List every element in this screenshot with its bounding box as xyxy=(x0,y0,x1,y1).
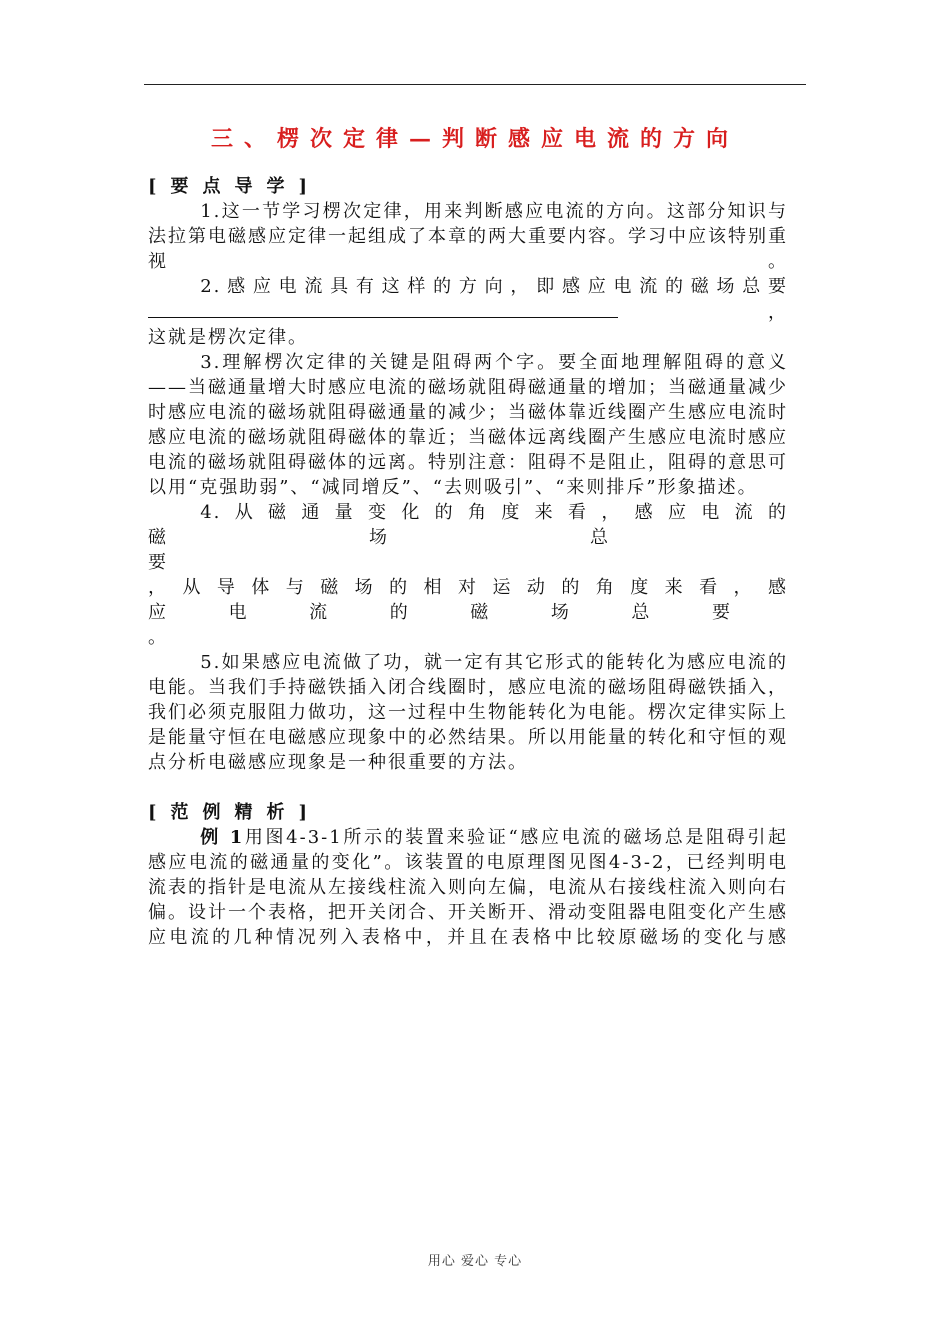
paragraph-5: 5.如果感应电流做了功，就一定有其它形式的能转化为感应电流的电能。当我们手持磁铁插入闭合线圈时，感应电流的磁场阻碍磁铁插入，我们必须克服阻力做功，这一过程中生物能转化为电能。楞次定律实际上是能量守恒在电磁感应现象中的必然结果。所以用能量的转化和守恒的观点分析电磁感应现象是一种很重要的方法。 xyxy=(148,652,788,773)
page-footer: 用心 爱心 专心 xyxy=(427,1254,523,1269)
paragraph-4-line2: 磁场总要 xyxy=(148,527,788,573)
example-label: 例 1 xyxy=(200,827,245,848)
paragraph-2-line2: 这就是楞次定律。 xyxy=(148,327,308,348)
header-rule xyxy=(144,84,806,85)
document-body xyxy=(148,174,788,950)
paragraph-4-line3: ，从导体与磁场的相对运动的角度来看，感 xyxy=(148,577,788,598)
example-text: 用图4-3-1所示的装置来验证“感应电流的磁场总是阻碍引起感应电流的磁通量的变化”。该装置的电原理图见图4-3-2，已经判明电流表的指针是电流从左接线柱流入则向左偏，电流从右接线柱流入则向右偏。设计一个表格，把开关闭合、开关断开、滑动变阻器电阻变化产生感应电流的几种情况列入表格中，并且在表格中比较原磁场的变化与感 xyxy=(148,827,788,948)
paragraph-2-start: 2.感应电流具有这样的方向，即感应电流的磁场总要 xyxy=(200,276,788,297)
section-gap xyxy=(148,775,788,800)
paragraph-2 xyxy=(148,274,788,325)
paragraph-2-end: ， xyxy=(618,302,788,323)
paragraph-3: 3.理解楞次定律的关键是阻碍两个字。要全面地理解阻碍的意义——当磁通量增大时感应电流的磁场就阻碍磁通量的增加；当磁通量减少时感应电流的磁场就阻碍磁通量的减少；当磁体靠近线圈产生感应电流时感应电流的磁场就阻碍磁体的靠近；当磁体远离线圈产生感应电流时感应电流的磁场就阻碍磁体的远离。特别注意：阻碍不是阻止，阻碍的意思可以用“克强助弱”、“减同增反”、“去则吸引”、“来则排斥”形象描述。 xyxy=(148,352,788,498)
paragraph-1: 1.这一节学习楞次定律，用来判断感应电流的方向。这部分知识与法拉第电磁感应定律一起组成了本章的两大重要内容。学习中应该特别重视。 xyxy=(148,201,788,272)
paragraph-4-line5: 。 xyxy=(148,627,168,648)
section-heading-examples: [范例精析] xyxy=(148,802,322,823)
fill-in-blank xyxy=(148,299,618,318)
example-1 xyxy=(148,825,788,950)
page-title: 三、楞次定律—判断感应电流的方向 xyxy=(210,126,739,152)
paragraph-4-line1: 4.从磁通量变化的角度来看，感应电流的 xyxy=(200,502,788,523)
paragraph-4-line4: 应电流的磁场总要 xyxy=(148,602,788,623)
section-heading-key-points: [要点导学] xyxy=(148,176,322,197)
